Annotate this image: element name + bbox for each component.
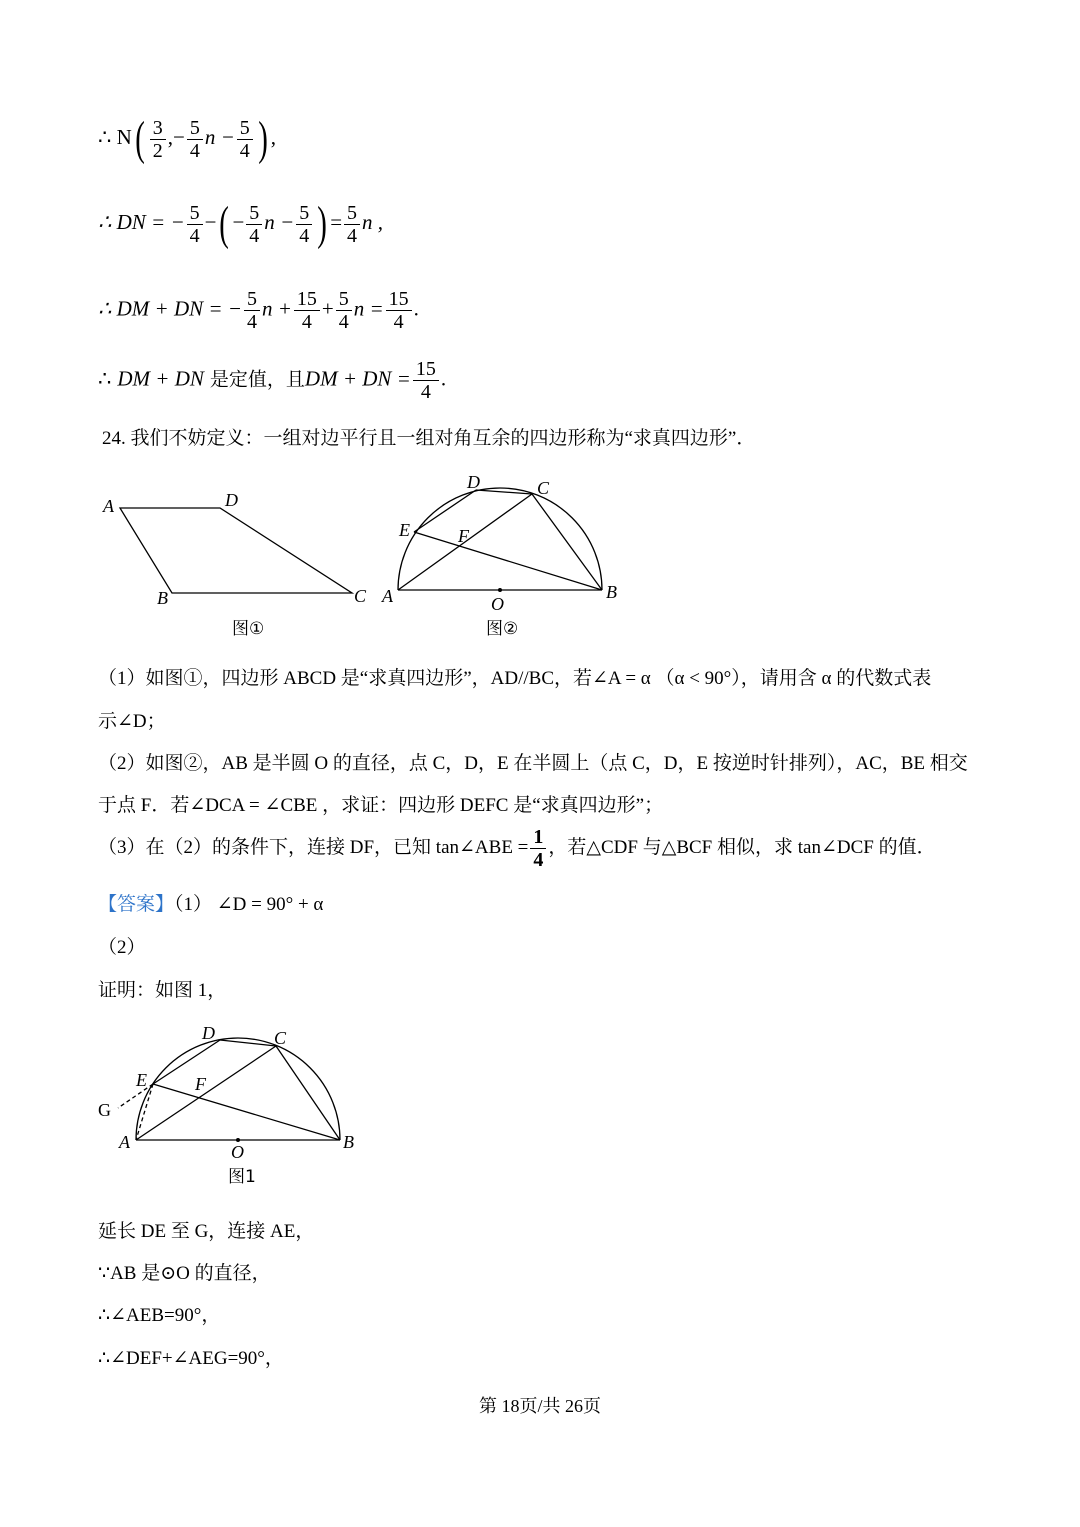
part3-text: ，若△CDF 与△BCF 相似，求 tan∠DCF 的值． <box>548 836 936 858</box>
answer-part1 <box>98 889 323 916</box>
paren-right: ) <box>317 197 328 250</box>
step-dn <box>98 197 384 250</box>
label-b: B <box>343 1132 354 1152</box>
fraction: $\frac{1}{4}$ <box>530 826 546 871</box>
label-f: F <box>458 526 469 546</box>
label-c: C <box>354 586 367 606</box>
figure-2-caption: 图② <box>486 619 519 639</box>
fraction: $\frac{5}{4}$ <box>187 117 203 162</box>
figure-2-drawing <box>378 470 628 645</box>
fraction: $\frac{5}{4}$ <box>296 202 312 247</box>
paren-left: ( <box>134 112 145 165</box>
figure-3-drawing <box>96 1020 366 1190</box>
label-a: A <box>103 496 114 516</box>
expr-prefix: ∴ N <box>98 124 132 149</box>
fraction: $\frac{5}{4}$ <box>336 288 352 333</box>
expr-text: DM + DN <box>117 366 204 391</box>
figure-3 <box>96 1020 366 1190</box>
expr-prefix: ∴ DM + DN = − <box>98 296 242 321</box>
expr-text: = <box>330 209 343 234</box>
label-d: D <box>202 1023 215 1043</box>
fraction: $\frac{15}{4}$ <box>386 288 412 333</box>
expr-prefix: ∴ <box>98 366 112 391</box>
expr-text: DM + DN = <box>304 366 411 391</box>
label-e: E <box>399 520 410 540</box>
label-c: C <box>537 478 550 498</box>
step-conclusion <box>98 358 446 403</box>
paren-left: ( <box>219 197 230 250</box>
label-o: O <box>491 594 504 614</box>
label-d: D <box>225 490 238 510</box>
fraction: $\frac{15}{4}$ <box>413 358 439 403</box>
expr-text: n + <box>261 296 292 321</box>
question-24-part1-line2: 示∠D； <box>98 711 166 732</box>
fraction: $\frac{5}{4}$ <box>246 202 262 247</box>
answer-part2: （2） <box>98 937 146 958</box>
expr-text: , <box>270 124 277 149</box>
fraction: $\frac{5}{4}$ <box>344 202 360 247</box>
expr-text: + <box>321 296 334 321</box>
proof-start: 证明：如图 1， <box>98 980 227 1001</box>
figure-1 <box>100 488 380 638</box>
question-24-part1-line1: （1）如图①，四边形 ABCD 是“求真四边形”，AD//BC，若∠A = α （α < 90°），请用含 α 的代数式表 <box>98 668 932 689</box>
fraction: $\frac{3}{2}$ <box>150 117 166 162</box>
label-c: C <box>274 1028 287 1048</box>
step-sum <box>98 288 419 333</box>
proof-step-4: ∴∠DEF+∠AEG=90°， <box>98 1348 284 1369</box>
figure-1-caption: 图① <box>232 619 265 638</box>
label-e: E <box>136 1070 147 1090</box>
expr-text: ,− <box>167 124 185 149</box>
expr-text: − <box>232 209 245 234</box>
question-24-intro: 24. 我们不妨定义：一组对边平行且一组对角互余的四边形称为“求真四边形”． <box>102 428 756 449</box>
fraction: $\frac{5}{4}$ <box>237 117 253 162</box>
expr-text: n = <box>353 296 384 321</box>
expr-prefix: ∴ DN = − <box>98 209 185 234</box>
proof-step-1: 延长 DE 至 G，连接 AE， <box>98 1221 315 1242</box>
figure-1-drawing <box>100 488 380 638</box>
answer-part1-text: （1） ∠D = 90° + α <box>174 894 324 915</box>
expr-text: . <box>413 296 419 321</box>
expr-text: 是定值，且 <box>209 368 305 391</box>
fraction: $\frac{5}{4}$ <box>244 288 260 333</box>
proof-step-3: ∴∠AEB=90°， <box>98 1305 221 1326</box>
label-b: B <box>606 582 617 602</box>
label-g: G <box>98 1100 111 1120</box>
figure-2 <box>378 470 628 645</box>
fraction: $\frac{15}{4}$ <box>294 288 320 333</box>
question-24-part2-line2: 于点 F．若∠DCA = ∠CBE ，求证：四边形 DEFC 是“求真四边形”； <box>98 795 664 816</box>
expr-text: n − <box>204 124 235 149</box>
figure-3-caption: 图1 <box>228 1167 256 1187</box>
label-b: B <box>157 588 168 608</box>
answer-tag: 【答案】 <box>98 894 175 915</box>
expr-text: − <box>204 209 217 234</box>
page-footer: 第 18页/共 26页 <box>478 1396 601 1416</box>
paren-right: ) <box>257 112 268 165</box>
question-24-part3 <box>98 826 936 871</box>
expr-text: n − <box>264 209 295 234</box>
proof-step-2: ∵AB 是⊙O 的直径， <box>98 1263 271 1284</box>
expr-text: . <box>440 366 447 391</box>
label-a: A <box>382 586 393 606</box>
label-a: A <box>119 1132 130 1152</box>
label-d: D <box>467 472 480 492</box>
label-o: O <box>231 1142 244 1162</box>
label-f: F <box>195 1074 206 1094</box>
part3-text: （3）在（2）的条件下，连接 DF，已知 tan∠ABE = <box>98 836 529 858</box>
question-24-part2-line1: （2）如图②，AB 是半圆 O 的直径，点 C，D，E 在半圆上（点 C，D，E 按逆时针排列），AC，BE 相交 <box>98 753 968 774</box>
expr-text: n , <box>362 209 384 234</box>
step-n-point <box>98 112 277 165</box>
fraction: $\frac{5}{4}$ <box>187 202 203 247</box>
